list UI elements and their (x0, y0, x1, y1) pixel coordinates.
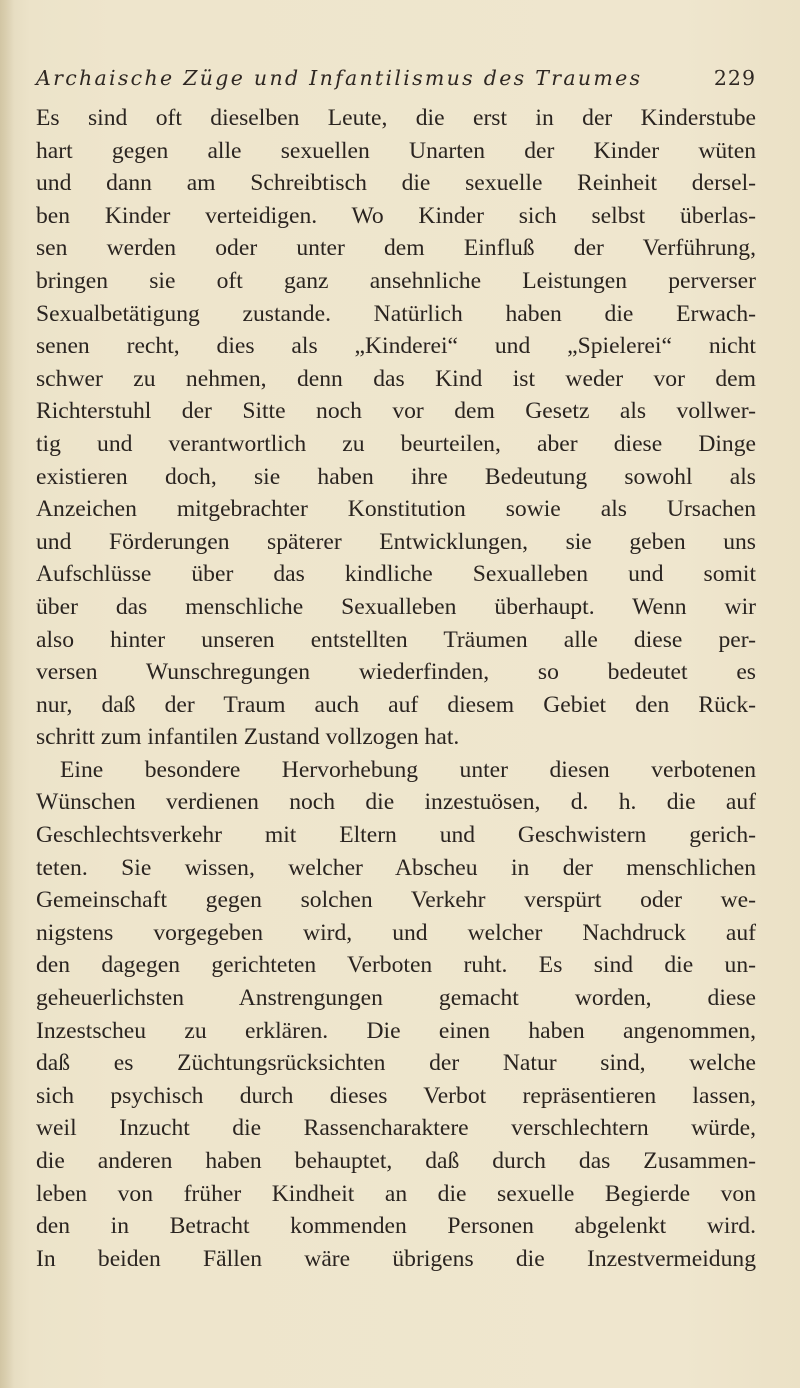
text-line: hart gegen alle sexuellen Unarten der Kinder wüten (36, 137, 756, 164)
text-line: weil Inzucht die Rassencharaktere verschlechtern würde, (36, 1115, 756, 1142)
page-header (36, 66, 756, 98)
text-line: sen werden oder unter dem Einfluß der Verführung, (36, 235, 756, 262)
text-line: Gemeinschaft gegen solchen Verkehr verspürt oder we- (36, 887, 756, 914)
text-line: In beiden Fällen wäre übrigens die Inzestvermeidung (36, 1245, 756, 1272)
text-line: und Förderungen späterer Entwicklungen, sie geben uns (36, 528, 756, 555)
text-line: Es sind oft dieselben Leute, die erst in der Kinderstube (36, 105, 756, 131)
text-line: Geschlechtsverkehr mit Eltern und Geschwistern gerich- (36, 822, 756, 849)
text-line: ben Kinder verteidigen. Wo Kinder sich selbst überlas- (36, 202, 756, 229)
text-line: existieren doch, sie haben ihre Bedeutung sowohl als (36, 463, 756, 490)
page-edge-shadow (0, 0, 14, 1388)
text-line: senen recht, dies als „Kinderei“ und „Spielerei“ nicht (36, 333, 756, 360)
body-text (36, 102, 756, 1275)
text-line: geheuerlichsten Anstrengungen gemacht worden, diese (36, 985, 756, 1012)
text-line: teten. Sie wissen, welcher Abscheu in der menschlichen (36, 854, 756, 881)
text-line: Sexualbetätigung zustande. Natürlich haben die Erwach- (36, 300, 756, 327)
text-line: also hinter unseren entstellten Träumen alle diese per- (36, 626, 756, 653)
text-line: versen Wunschregungen wiederfinden, so bedeutet es (36, 659, 756, 686)
text-line: und dann am Schreibtisch die sexuelle Reinheit dersel- (36, 170, 756, 197)
text-line: nigstens vorgegeben wird, und welcher Nachdruck auf (36, 919, 756, 946)
text-line: schritt zum infantilen Zustand vollzogen hat. (36, 724, 460, 751)
running-title: Archaische Züge und Infantilismus des Traumes (36, 66, 643, 90)
text-line: Eine besondere Hervorhebung unter diesen verbotenen (60, 756, 756, 783)
text-line: schwer zu nehmen, denn das Kind ist weder vor dem (36, 365, 756, 392)
text-line: leben von früher Kindheit an die sexuelle Begierde von (36, 1180, 756, 1207)
text-line: Anzeichen mitgebrachter Konstitution sowie als Ursachen (36, 496, 756, 523)
text-line: Inzestscheu zu erklären. Die einen haben angenommen, (36, 1017, 756, 1044)
text-line: den dagegen gerichteten Verboten ruht. Es sind die un- (36, 952, 756, 979)
text-line: sich psychisch durch dieses Verbot repräsentieren lassen, (36, 1082, 756, 1109)
text-line: über das menschliche Sexualleben überhaupt. Wenn wir (36, 593, 756, 620)
text-line: bringen sie oft ganz ansehnliche Leistungen perverser (36, 267, 756, 294)
page-number: 229 (713, 66, 756, 90)
text-line: Aufschlüsse über das kindliche Sexualleben und somit (36, 561, 756, 588)
text-line: tig und verantwortlich zu beurteilen, aber diese Dinge (36, 430, 756, 457)
text-line: nur, daß der Traum auch auf diesem Gebiet den Rück- (36, 691, 756, 718)
text-line: Wünschen verdienen noch die inzestuösen, d. h. die auf (36, 789, 756, 816)
text-line: den in Betracht kommenden Personen abgelenkt wird. (36, 1213, 756, 1240)
text-line: daß es Züchtungsrücksichten der Natur sind, welche (36, 1050, 756, 1077)
text-line: Richterstuhl der Sitte noch vor dem Gesetz als vollwer- (36, 398, 756, 425)
text-line: die anderen haben behauptet, daß durch das Zusammen- (36, 1148, 756, 1174)
